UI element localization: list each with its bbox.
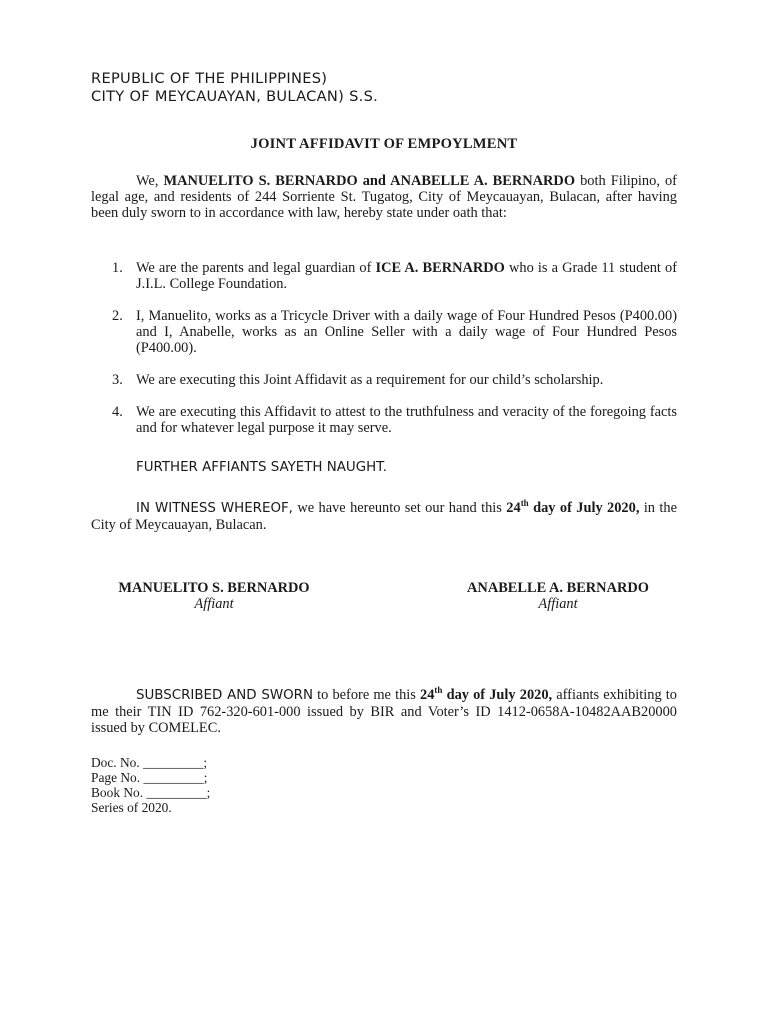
item-number: 4.	[112, 404, 123, 420]
series-line: Series of 2020.	[91, 800, 172, 815]
jurat-date-rest: day of July 2020,	[446, 687, 553, 703]
affiant-names: MANUELITO S. BERNARDO and ANABELLE A. BERNARDO	[163, 173, 576, 189]
statement-item-3	[91, 372, 677, 388]
witness-lead: IN WITNESS WHEREOF,	[136, 501, 293, 516]
item-1-pre: We are the parents and legal guardian of	[136, 260, 372, 276]
witness-date-rest: day of July 2020,	[533, 500, 640, 516]
item-4-text: We are executing this Affidavit to attest to the truthfulness and veracity of the foregoing facts and for whatever legal purpose it may serve.	[136, 404, 677, 436]
signatory-name: MANUELITO S. BERNARDO	[118, 580, 310, 596]
witness-day: 24	[506, 500, 521, 516]
signatory-role: Affiant	[194, 596, 234, 612]
signatory-role: Affiant	[538, 596, 578, 612]
signature-block-anabelle	[428, 580, 688, 612]
statement-item-1	[91, 260, 677, 292]
jurat-post: affiants exhibiting to me their TIN ID 762-320-601-000 issued by BIR and Voter’s ID 1412-0658A-10482AAB20000 issued by COMELEC.	[91, 687, 677, 736]
further-affiants-line: FURTHER AFFIANTS SAYETH NAUGHT.	[136, 460, 388, 475]
book-no-line: Book No. _________;	[91, 785, 211, 800]
statement-item-2	[91, 308, 677, 356]
doc-no-line: Doc. No. _________;	[91, 755, 208, 770]
intro-pre: We,	[136, 173, 159, 189]
item-3-text: We are executing this Joint Affidavit as a requirement for our child’s scholarship.	[136, 372, 604, 388]
document-title: JOINT AFFIDAVIT OF EMPOYLMENT	[250, 136, 518, 152]
item-number: 3.	[112, 372, 123, 388]
witness-mid: we have hereunto set our hand this	[297, 500, 502, 516]
notarial-registry	[91, 755, 210, 815]
venue-line-republic: REPUBLIC OF THE PHILIPPINES)	[91, 70, 328, 87]
witness-post: in the City of Meycauayan, Bulacan.	[91, 500, 677, 533]
item-number: 1.	[112, 260, 123, 276]
jurat-date	[420, 687, 552, 703]
jurat-day-suffix: th	[434, 685, 443, 696]
item-1-post: who is a Grade 11 student of J.I.L. College Foundation.	[136, 260, 678, 292]
child-name: ICE A. BERNARDO	[375, 260, 505, 276]
venue-block	[91, 70, 378, 106]
jurat-lead: SUBSCRIBED AND SWORN	[136, 688, 313, 703]
signatory-name: ANABELLE A. BERNARDO	[467, 580, 649, 596]
intro-post: both Filipino, of legal age, and residents of 244 Sorriente St. Tugatog, City of Meycauayan, Bulacan, after having been duly sworn to in accordance with law, hereby state under oath that:	[91, 173, 677, 221]
witness-day-suffix: th	[520, 498, 529, 509]
jurat-day: 24	[420, 687, 435, 703]
item-number: 2.	[112, 308, 123, 324]
intro-paragraph	[91, 173, 677, 221]
statement-list	[91, 260, 677, 452]
jurat-mid: to before me this	[317, 687, 416, 703]
page-no-line: Page No. _________;	[91, 770, 208, 785]
statement-item-4	[91, 404, 677, 436]
item-2-text: I, Manuelito, works as a Tricycle Driver with a daily wage of Four Hundred Pesos (P400.00) and I, Anabelle, works as an Online Seller with a daily wage of Four Hundred Pesos (P400.00).	[136, 308, 677, 356]
witness-paragraph	[91, 500, 677, 533]
witness-date	[506, 500, 639, 516]
venue-line-city: CITY OF MEYCAUAYAN, BULACAN) S.S.	[91, 88, 379, 105]
signature-block-manuelito	[84, 580, 344, 612]
jurat-paragraph	[91, 687, 677, 736]
